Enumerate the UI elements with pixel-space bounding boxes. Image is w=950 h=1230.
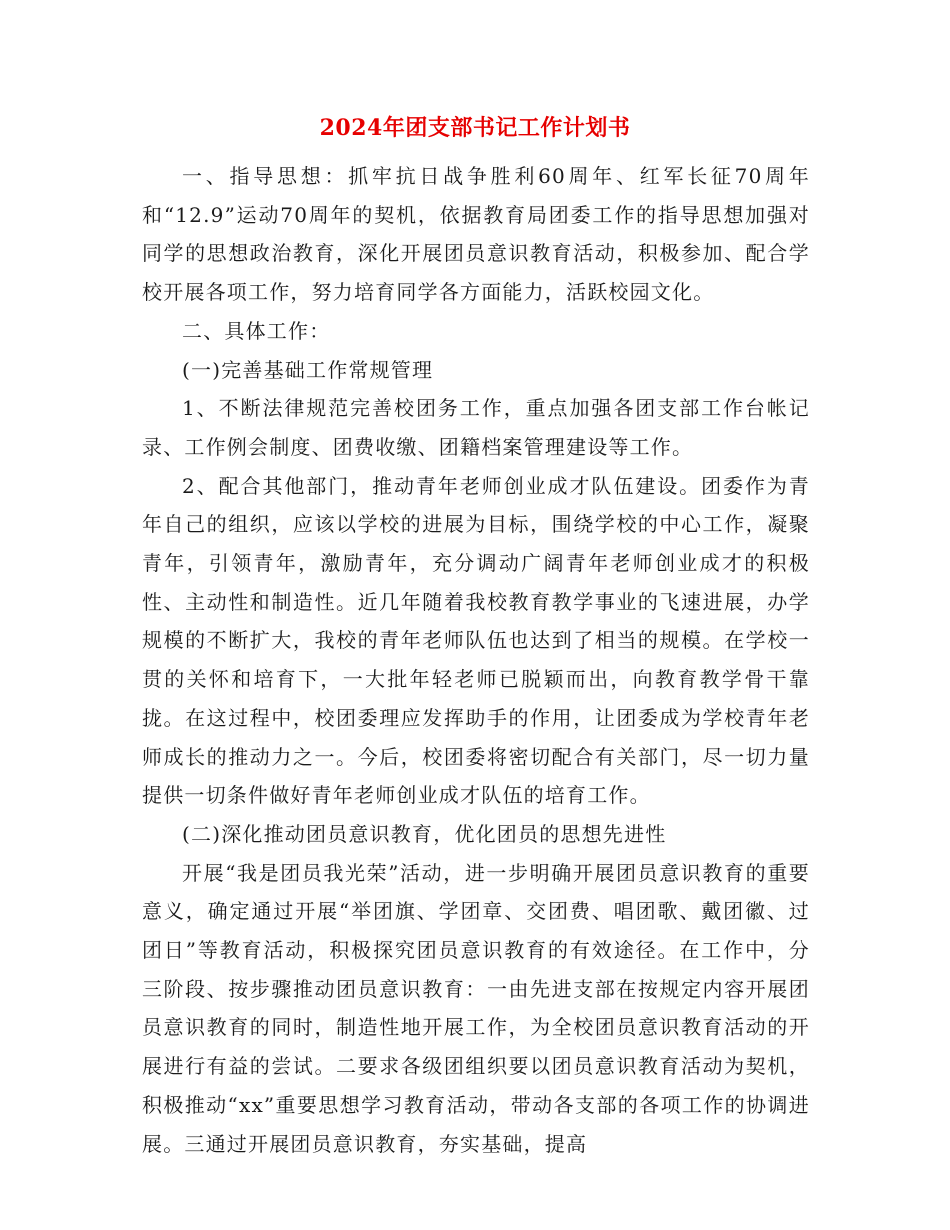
paragraph-item-1: 1、不断法律规范完善校团务工作，重点加强各团支部工作台帐记录、工作例会制度、团费收缴、团籍档案管理建设等工作。 [142, 396, 810, 459]
document-title: 2024年团支部书记工作计划书 [319, 115, 631, 141]
document-body [142, 157, 810, 1163]
paragraph-member-activity: 开展“我是团员我光荣”活动，进一步明确开展团员意识教育的重要意义，确定通过开展“举团旗、学团章、交团费、唱团歌、戴团徽、过团日”等教育活动，积极探究团员意识教育的有效途径。在工作中，分三阶段、按步骤推动团员意识教育：一由先进支部在按规定内容开展团员意识教育的同时，制造性地开展工作，为全校团员意识教育活动的开展进行有益的尝试。二要求各级团组织要以团员意识教育活动为契机，积极推动“xx”重要思想学习教育活动，带动各支部的各项工作的协调进展。三通过开展团员意识教育，夯实基础，提高 [142, 860, 810, 1156]
paragraph-section-one-heading: (一)完善基础工作常规管理 [182, 357, 434, 382]
paragraph-guiding-ideology: 一、指导思想：抓牢抗日战争胜利60周年、红军长征70周年和“12.9”运动70周年的契机，依据教育局团委工作的指导思想加强对同学的思想政治教育，深化开展团员意识教育活动，积极参加、配合学校开展各项工作，努力培育同学各方面能力，活跃校园文化。 [142, 164, 810, 305]
paragraph-specific-work-heading: 二、具体工作： [182, 318, 331, 343]
paragraph-item-2: 2、配合其他部门，推动青年老师创业成才队伍建设。团委作为青年自己的组织，应该以学校的进展为目标，围绕学校的中心工作，凝聚青年，引领青年，激励青年，充分调动广阔青年老师创业成才的积极性、主动性和制造性。近几年随着我校教育教学事业的飞速进展，办学规模的不断扩大，我校的青年老师队伍也达到了相当的规模。在学校一贯的关怀和培育下，一大批年轻老师已脱颖而出，向教育教学骨干靠拢。在这过程中，校团委理应发挥助手的作用，让团委成为学校青年老师成长的推动力之一。今后，校团委将密切配合有关部门，尽一切力量提供一切条件做好青年老师创业成才队伍的培育工作。 [142, 473, 810, 808]
paragraph-section-two-heading: (二)深化推动团员意识教育，优化团员的思想先进性 [182, 821, 667, 846]
